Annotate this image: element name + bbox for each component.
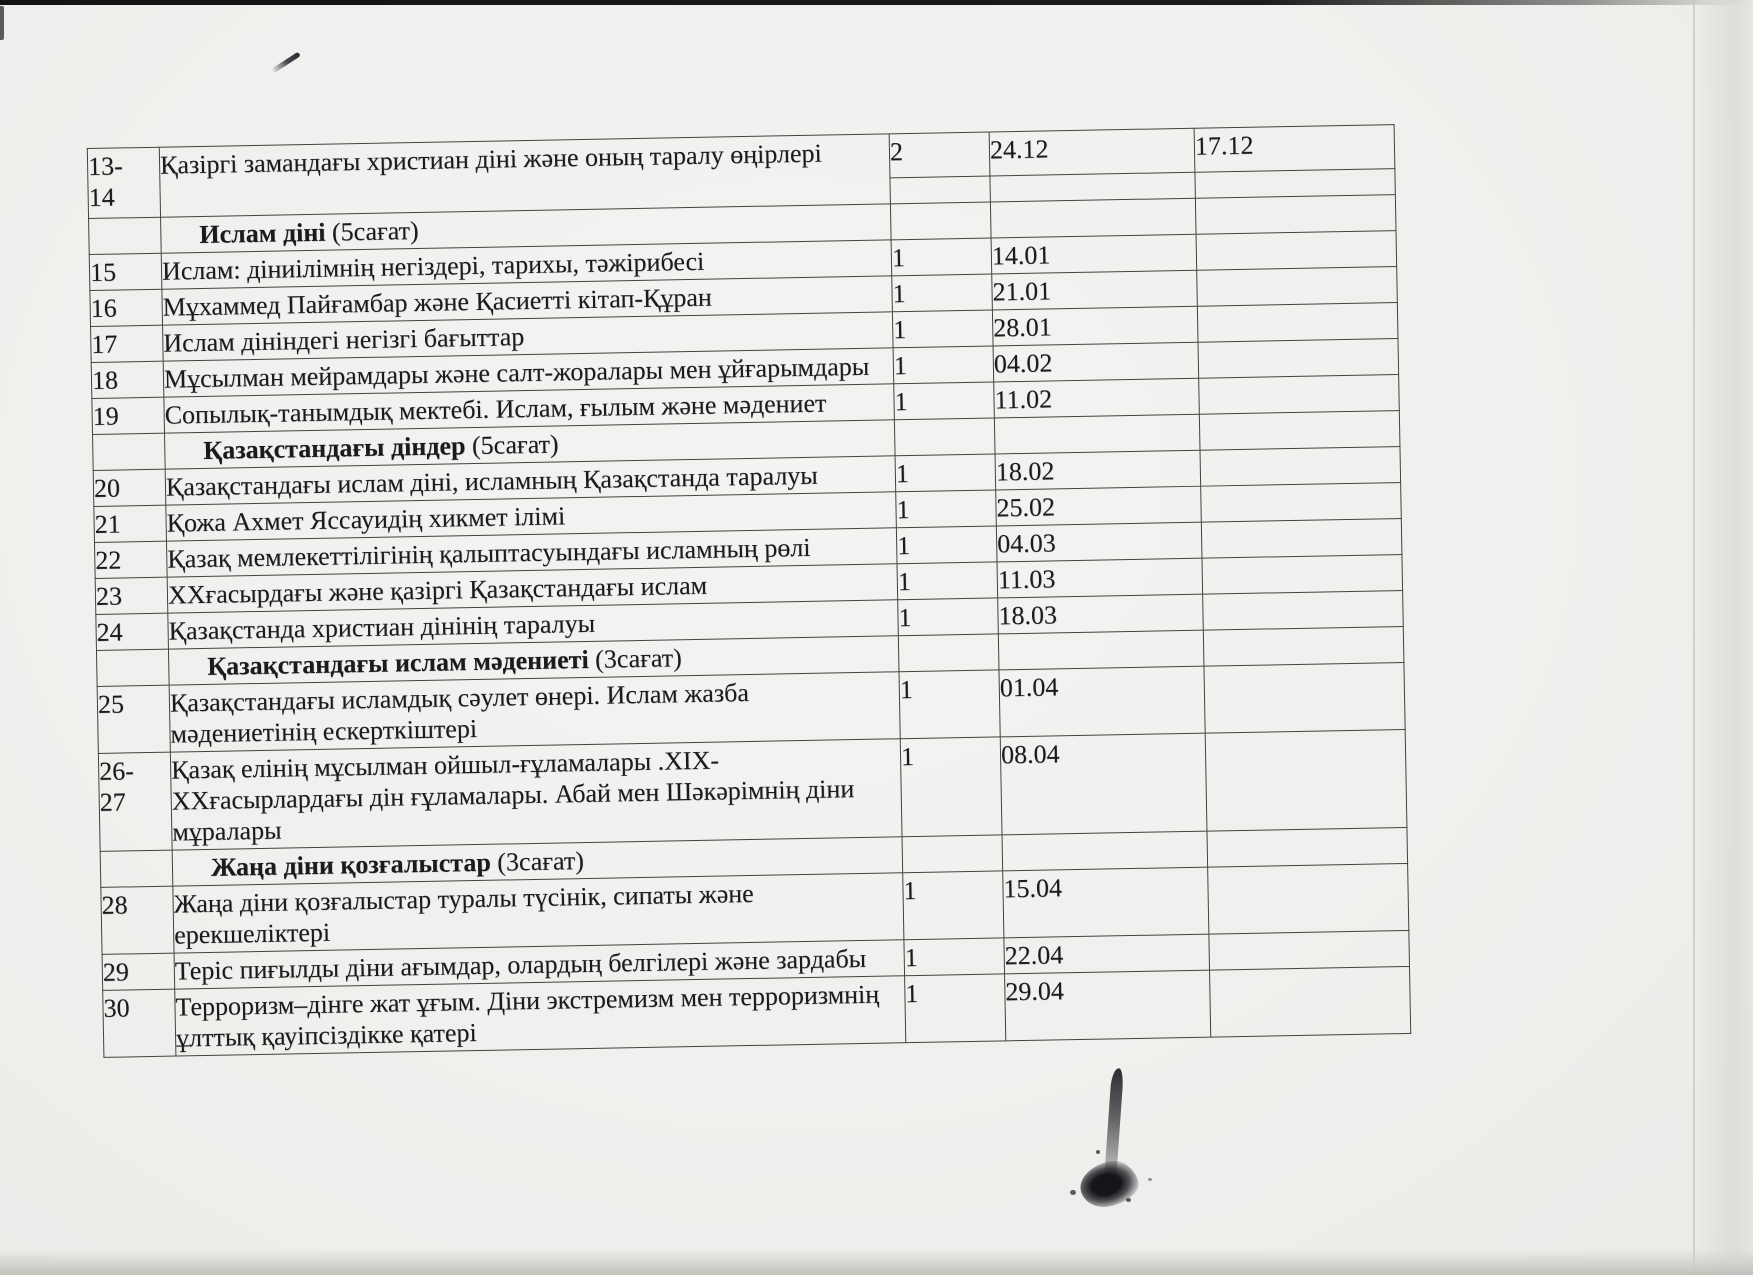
lesson-table-wrap: [87, 124, 1410, 1058]
row-number: 21: [94, 509, 121, 539]
topic-text: Қазақстандағы исламдық сәулет өнері. Ислам жазба мәдениетінің ескерткіштері: [169, 678, 750, 749]
hours-value: 1: [900, 741, 915, 772]
date-cell: [1199, 411, 1400, 451]
scan-edge-bottom: [0, 1249, 1753, 1275]
row-number-cell: [101, 886, 174, 954]
hours-value: 1: [904, 942, 919, 973]
hours-cell: [897, 562, 998, 600]
row-number-cell: [90, 289, 163, 326]
row-number-cell: [87, 147, 160, 218]
row-number: 20: [93, 473, 121, 503]
hours-cell: [894, 382, 995, 420]
hours-cell: [896, 490, 997, 528]
row-number: 24: [96, 617, 123, 647]
topic-text: Мұсылман мейрамдары және салт-жоралары мен ұйғарымдары: [163, 351, 870, 394]
date-value: 22.04: [1004, 940, 1064, 971]
date-cell: [1203, 591, 1404, 631]
topic-text: Теріс пиғылды діни ағымдар, олардың белгілері және зардабы: [174, 943, 867, 986]
row-number-cell: [93, 469, 166, 506]
row-number: 14: [88, 182, 115, 213]
date-value: 28.01: [992, 312, 1052, 343]
date-cell: [1204, 663, 1405, 734]
row-number-cell: [100, 850, 173, 887]
date-value: 18.03: [998, 600, 1058, 631]
date-cell: [1004, 934, 1210, 974]
hours-value: 1: [896, 495, 910, 525]
scan-edge-top: [0, 0, 1753, 5]
date-cell: [993, 342, 1199, 382]
topic-text: Қазіргі замандағы христиан діні және оның таралу өңірлері: [159, 138, 822, 180]
date-cell: [1199, 375, 1400, 415]
hours-cell: [893, 346, 994, 384]
date-cell: [1005, 970, 1211, 1041]
topic-text: Қазақстандағы ислам діні, исламның Қазақстанда таралуы: [165, 460, 818, 502]
row-number-cell: [91, 361, 164, 398]
topic-cell: [159, 134, 890, 217]
date-cell: [1208, 863, 1409, 934]
row-number-cell: [93, 433, 166, 470]
row-number: 22: [95, 545, 122, 575]
row-number: 29: [102, 957, 130, 987]
date-cell: [992, 270, 1198, 310]
row-number-cell: [98, 752, 172, 851]
date-cell: [1194, 125, 1395, 173]
row-number: 16: [90, 293, 117, 324]
hours-value: 2: [889, 137, 904, 167]
topic-text: Қазақ елінің мұсылман ойшыл-ғұламалары .ХІХ-ХХғасырлардағы дін ғұламалары. Абай мен Шәкәрімнің діни мұралары: [170, 745, 855, 847]
date-cell: [1197, 303, 1398, 343]
date-cell: [990, 172, 1195, 202]
section-title: Жаңа діни қозғалыстар: [210, 847, 492, 882]
row-number: 26-: [98, 756, 135, 786]
hours-value: 1: [892, 279, 906, 309]
hours-value: 1: [903, 875, 917, 906]
row-number-cell: [97, 685, 170, 753]
row-number: 23: [95, 581, 123, 611]
date-value: 25.02: [996, 492, 1056, 523]
date-value: 14.01: [991, 240, 1051, 271]
hours-cell: [894, 418, 995, 456]
topic-text: Қазақ мемлекеттілігінің қалыптасуындағы исламның рөлі: [167, 532, 811, 574]
hours-value: 1: [896, 531, 911, 561]
hours-value: 1: [899, 675, 914, 705]
hours-cell: [902, 835, 1003, 873]
date-cell: [1201, 519, 1402, 559]
topic-text: Терроризм–дінге жат ұғым. Діни экстремизм мен терроризмнің ұлттық қауіпсіздікке қатері: [175, 979, 880, 1053]
row-number-cell: [96, 613, 169, 650]
date-value: 18.02: [995, 456, 1055, 487]
section-hours-label: (3сағат): [588, 643, 682, 674]
row-number: 28: [101, 890, 128, 920]
date-cell: [991, 234, 1197, 274]
row-number-cell: [92, 397, 165, 434]
ink-blot: [1076, 1156, 1143, 1213]
hours-cell: [892, 274, 993, 312]
hours-cell: [905, 974, 1006, 1043]
date-cell: [1000, 733, 1207, 835]
date-value: 15.04: [1003, 873, 1063, 904]
date-value: 01.04: [999, 672, 1059, 703]
hours-value: 1: [895, 459, 910, 489]
section-hours-label: (5сағат): [465, 429, 559, 461]
date-value: 11.03: [997, 564, 1056, 595]
hours-cell: [900, 737, 1002, 837]
date-cell: [992, 306, 1198, 346]
topic-text: Ислам: діниілімнің негіздері, тарихы, тәжірибесі: [161, 246, 705, 286]
pen-mark: [271, 52, 301, 74]
hours-cell: [891, 238, 992, 276]
hours-value: 1: [893, 351, 908, 381]
date-cell: [1198, 339, 1399, 379]
ink-speck: [1096, 1150, 1100, 1154]
row-number: 13-: [87, 151, 124, 182]
section-title: Қазақстандағы ислам мәдениеті: [207, 644, 589, 681]
date-cell: [1207, 827, 1408, 867]
row-number-cell: [89, 253, 162, 290]
ink-speck: [1070, 1190, 1076, 1195]
date-cell: [994, 414, 1200, 454]
date-cell: [1196, 231, 1397, 271]
row-number: 27: [99, 787, 127, 817]
date-cell: [1209, 930, 1410, 970]
hours-cell: [892, 310, 993, 348]
topic-text: Мұхаммед Пайғамбар және Қасиетті кітап-Құран: [162, 282, 713, 322]
hours-cell: [899, 670, 1000, 739]
date-cell: [1195, 195, 1396, 235]
row-number-cell: [96, 649, 169, 686]
date-cell: [1003, 867, 1209, 938]
hours-cell: [890, 176, 990, 204]
date-cell: [996, 486, 1202, 526]
date-cell: [1197, 267, 1398, 307]
date-cell: [1200, 447, 1401, 487]
row-number: 25: [97, 689, 125, 719]
paper-edge-shadow: [1691, 0, 1753, 1275]
date-cell: [995, 450, 1201, 490]
topic-text: Қазақстанда христиан дінінің таралуы: [168, 608, 596, 646]
date-cell: [1202, 555, 1403, 595]
date-cell: [1002, 831, 1208, 871]
section-hours-label: (5сағат): [325, 215, 419, 247]
hours-value: 1: [894, 387, 908, 417]
topic-text: Жаңа діни қозғалыстар туралы түсінік, сипаты және ерекшеліктері: [173, 878, 754, 950]
row-number-cell: [94, 505, 167, 542]
row-number: 17: [91, 329, 118, 359]
row-number: 19: [92, 401, 119, 431]
hours-cell: [895, 454, 996, 492]
date-cell: [996, 522, 1202, 562]
date-value: 04.03: [996, 528, 1056, 559]
topic-text: Қожа Ахмет Яссауидің хикмет ілімі: [166, 501, 566, 538]
hours-value: 1: [905, 978, 919, 1009]
hours-cell: [898, 598, 999, 636]
hours-value: 1: [897, 567, 912, 597]
hours-cell: [904, 938, 1005, 976]
hours-value: 1: [891, 243, 906, 273]
date-value: 17.12: [1194, 130, 1254, 161]
row-number-cell: [102, 953, 175, 990]
date-cell: [1201, 483, 1402, 523]
date-value: 24.12: [989, 134, 1049, 165]
topic-text: Ислам дініндегі негізгі бағыттар: [163, 322, 525, 358]
row-number-cell: [89, 217, 162, 254]
hours-cell: [890, 202, 991, 240]
ink-speck: [1148, 1178, 1152, 1181]
date-value: 11.02: [994, 384, 1053, 415]
hours-value: 1: [892, 315, 907, 345]
topic-cell: [170, 739, 902, 850]
section-title: Қазақстандағы діндер: [203, 431, 466, 465]
hours-cell: [889, 132, 990, 178]
section-title: Ислам діні: [199, 217, 326, 250]
date-cell: [990, 198, 1196, 238]
hours-cell: [896, 526, 997, 564]
date-cell: [1205, 729, 1407, 831]
hours-cell: [898, 634, 999, 672]
date-value: 29.04: [1005, 976, 1065, 1007]
row-number-cell: [103, 989, 176, 1057]
row-number-cell: [91, 325, 164, 362]
topic-text: Сопылық-танымдық мектебі. Ислам, ғылым және мәдениет: [164, 388, 827, 430]
date-cell: [1210, 966, 1411, 1037]
row-number-cell: [95, 577, 168, 614]
row-number: 30: [103, 993, 130, 1023]
ink-speck: [1126, 1198, 1131, 1202]
topic-cell: [175, 976, 906, 1056]
row-number: 18: [91, 365, 119, 395]
date-cell: [998, 594, 1204, 634]
date-cell: [997, 558, 1203, 598]
date-value: 08.04: [1000, 739, 1060, 770]
date-cell: [989, 128, 1195, 176]
hours-value: 1: [898, 603, 912, 633]
scan-edge-left-tick: [0, 6, 4, 40]
date-value: 04.02: [993, 348, 1053, 379]
date-value: 21.01: [992, 276, 1052, 307]
hours-cell: [903, 871, 1004, 940]
date-cell: [999, 666, 1205, 737]
topic-text: ХХғасырдағы және қазіргі Қазақстандағы ислам: [167, 570, 708, 610]
lesson-plan-table: [87, 124, 1411, 1058]
section-hours-label: (3сағат): [490, 846, 585, 877]
date-cell: [998, 630, 1204, 670]
date-cell: [994, 378, 1200, 418]
date-cell: [1195, 169, 1395, 199]
row-number: 15: [89, 257, 117, 288]
date-cell: [1203, 627, 1404, 667]
row-number-cell: [95, 541, 168, 578]
